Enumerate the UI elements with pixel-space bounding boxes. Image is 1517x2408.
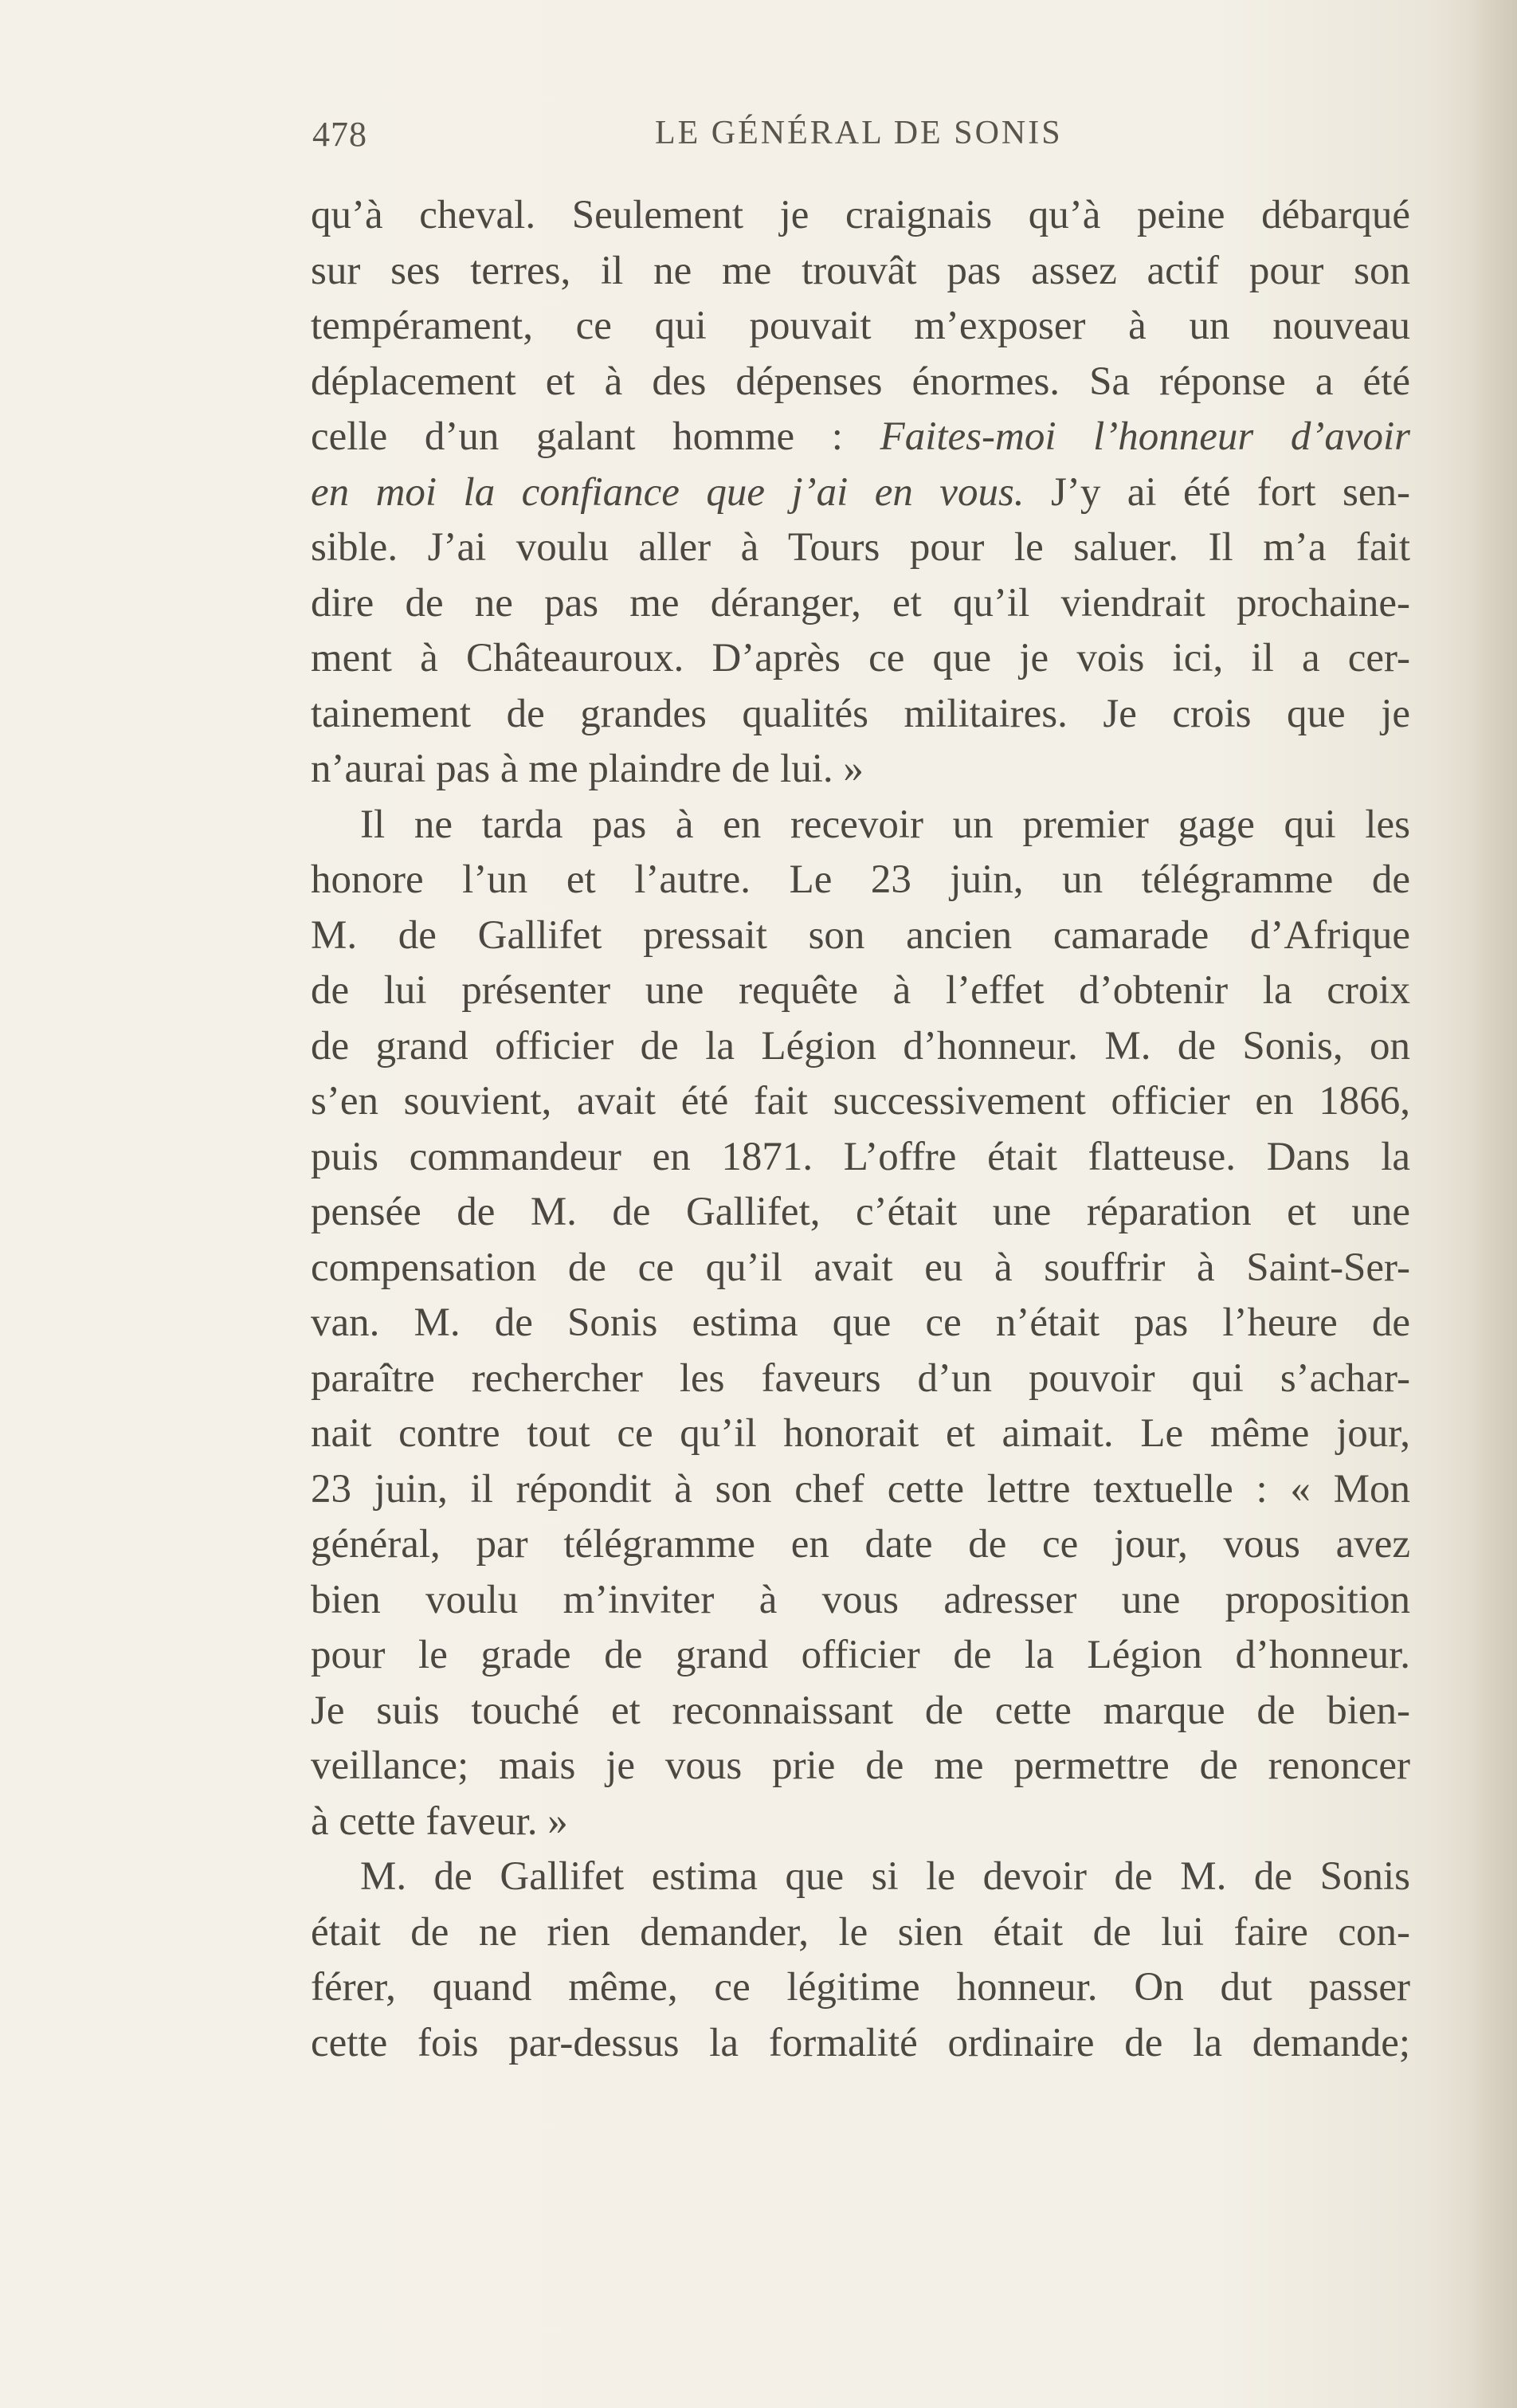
text-line: général, par télégramme en date de ce jour, vous avez xyxy=(311,1522,1410,1567)
text-line: déplacement et à des dépenses énormes. Sa réponse a été xyxy=(311,359,1410,404)
text-line: en moi la confiance que j’ai en vous. J’y ai été fort sen- xyxy=(311,469,1410,515)
italic-quote: en moi la confiance que j’ai en vous. xyxy=(311,469,1025,515)
text-line: veillance; mais je vous prie de me permettre de renoncer xyxy=(311,1743,1410,1788)
text-line: tempérament, ce qui pouvait m’exposer à un nouveau xyxy=(311,304,1410,348)
text-line: s’en souvient, avait été fait successivement officier en 1866, xyxy=(311,1079,1410,1124)
text-line: cette fois par-dessus la formalité ordinaire de la demande; xyxy=(311,2020,1410,2065)
text-line: était de ne rien demander, le sien était de lui faire con- xyxy=(311,1909,1410,1955)
text-line: puis commandeur en 1871. L’offre était flatteuse. Dans la xyxy=(311,1134,1410,1179)
text-line: tainement de grandes qualités militaires. Je crois que je xyxy=(311,691,1410,736)
text-line: nait contre tout ce qu’il honorait et aimait. Le même jour, xyxy=(311,1411,1410,1456)
text-line: de lui présenter une requête à l’effet d’obtenir la croix xyxy=(311,968,1410,1013)
text-line: M. de Gallifet pressait son ancien camarade d’Afrique xyxy=(311,912,1410,958)
text-line: n’aurai pas à me plaindre de lui. » xyxy=(311,747,864,791)
text-line: 23 juin, il répondit à son chef cette lettre textuelle : « Mon xyxy=(311,1466,1410,1512)
text-line: van. M. de Sonis estima que ce n’était pas l’heure de xyxy=(311,1300,1410,1345)
text-line: compensation de ce qu’il avait eu à souffrir à Saint-Ser- xyxy=(311,1245,1410,1290)
italic-quote: Faites-moi l’honneur d’avoir xyxy=(880,414,1410,459)
text-line: celle d’un galant homme : Faites-moi l’honneur d’avoir xyxy=(311,414,1410,459)
text-line: de grand officier de la Légion d’honneur. M. de Sonis, on xyxy=(311,1023,1410,1069)
running-head xyxy=(312,114,1412,162)
text-line: pensée de M. de Gallifet, c’était une réparation et une xyxy=(311,1190,1410,1234)
text-line: bien voulu m’inviter à vous adresser une proposition xyxy=(311,1577,1410,1622)
text-line: férer, quand même, ce légitime honneur. On dut passer xyxy=(311,1965,1410,2010)
text-line: qu’à cheval. Seulement je craignais qu’à peine débarqué xyxy=(311,193,1410,237)
paragraph-first-line: M. de Gallifet estima que si le devoir de M. de Sonis xyxy=(360,1854,1410,1899)
text-line: ment à Châteauroux. D’après ce que je vois ici, il a cer- xyxy=(311,636,1410,680)
text-line: sible. J’ai voulu aller à Tours pour le saluer. Il m’a fait xyxy=(311,525,1410,570)
text-line: dire de ne pas me déranger, et qu’il viendrait prochaine- xyxy=(311,580,1410,626)
text-line: pour le grade de grand officier de la Légion d’honneur. xyxy=(311,1633,1410,1677)
text-line: sur ses terres, il ne me trouvât pas assez actif pour son xyxy=(311,248,1410,293)
text-line: à cette faveur. » xyxy=(311,1798,568,1844)
page-edge-shadow xyxy=(1469,0,1517,2408)
body-text xyxy=(311,188,1410,2071)
text-line: paraître rechercher les faveurs d’un pouvoir qui s’achar- xyxy=(311,1355,1410,1401)
running-title: LE GÉNÉRAL DE SONIS xyxy=(655,115,1063,151)
text-line: Je suis touché et reconnaissant de cette marque de bien- xyxy=(311,1688,1410,1733)
page-number: 478 xyxy=(312,115,367,154)
text-line: honore l’un et l’autre. Le 23 juin, un télégramme de xyxy=(311,857,1410,902)
paragraph-first-line: Il ne tarda pas à en recevoir un premier gage qui les xyxy=(360,802,1410,847)
